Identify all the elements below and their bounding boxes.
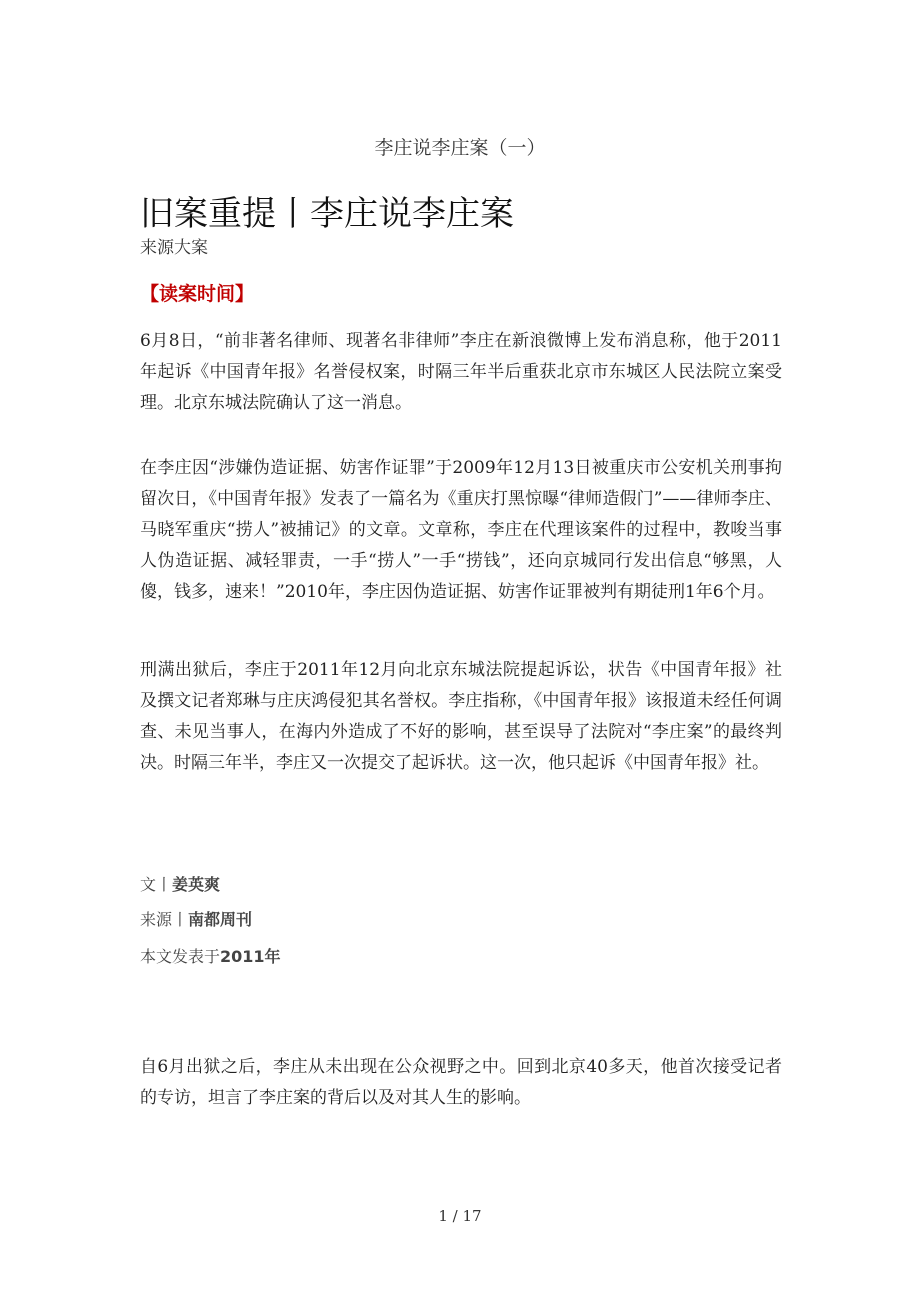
section-label: 【读案时间】 — [140, 283, 255, 305]
author-prefix: 文丨 — [140, 875, 173, 894]
source-prefix: 来源丨 — [140, 910, 189, 929]
page-header-title: 李庄说李庄案（一） — [374, 137, 546, 159]
author-name: 姜英爽 — [172, 875, 221, 894]
paragraph-1: 6月8日，“前非著名律师、现著名非律师”李庄在新浪微博上发布消息称，他于2011年起诉《中国青年报》名誉侵权案，时隔三年半后重获北京市东城区人民法院立案受理。北京东城法院确认了这一消息。 — [140, 331, 782, 413]
source-name: 南都周刊 — [188, 910, 253, 929]
published-prefix: 本文发表于 — [140, 947, 221, 966]
article-headline: 旧案重提丨李庄说李庄案 — [140, 194, 514, 234]
page-indicator: 1 / 17 — [438, 1207, 482, 1225]
paragraph-2: 在李庄因“涉嫌伪造证据、妨害作证罪”于2009年12月13日被重庆市公安机关刑事拘留次日，《中国青年报》发表了一篇名为《重庆打黑惊曝“律师造假门”——律师李庄、马晓军重庆“捞人”被捕记》的文章。文章称，李庄在代理该案件的过程中，教唆当事人伪造证据、减轻罪责，一手“捞人”一手“捞钱”，还向京城同行发出信息“够黑，人傻，钱多，速来！”2010年，李庄因伪造证据、妨害作证罪被判有期徒刑1年6个月。 — [140, 458, 782, 602]
paragraph-4: 自6月出狱之后，李庄从未出现在公众视野之中。回到北京40多天，他首次接受记者的专访，坦言了李庄案的背后以及对其人生的影响。 — [140, 1057, 782, 1108]
paragraph-3: 刑满出狱后，李庄于2011年12月向北京东城法院提起诉讼，状告《中国青年报》社及撰文记者郑琳与庄庆鸿侵犯其名誉权。李庄指称，《中国青年报》该报道未经任何调查、未见当事人，在海内外造成了不好的影响，甚至误导了法院对“李庄案”的最终判决。时隔三年半，李庄又一次提交了起诉状。这一次，他只起诉《中国青年报》社。 — [140, 660, 782, 773]
article-source: 来源大案 — [140, 238, 208, 258]
author-credit — [140, 872, 220, 895]
published-credit — [140, 944, 281, 967]
source-credit — [140, 907, 252, 930]
published-year: 2011年 — [220, 947, 281, 966]
